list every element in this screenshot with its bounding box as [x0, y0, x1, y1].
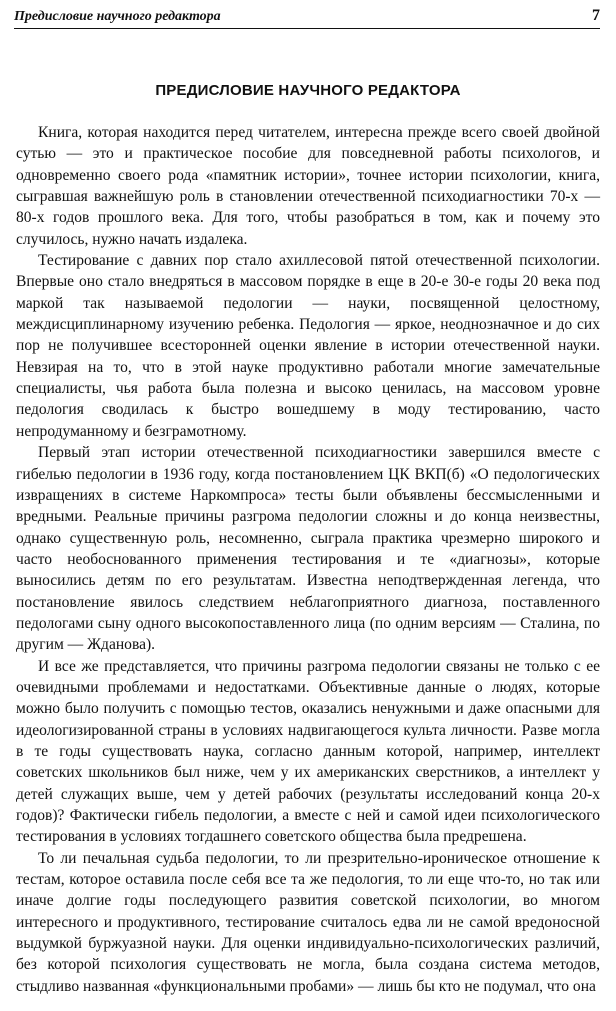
- paragraph-2: Тестирование с давних пор стало ахиллесовой пятой отечественной психологии. Впервые оно стало внедряться в массовом порядке в еще в 20-е 30-е годы 20 века под маркой так называемой педологии — науки, посвященной целостному, междисциплинарному изучению ребенка. Педология — яркое, неоднозначное и до сих пор не получившее всесторонней оценки явление в истории отечественной науки. Невзирая на то, что в этой науке продуктивно работали многие замечательные специалисты, чья работа была полезна и высоко ценилась, на массовом уровне педология сводилась к быстро вошедшему в моду тестированию, часто непродуманному и безграмотному.: [16, 252, 600, 440]
- section-title: ПРЕДИСЛОВИЕ НАУЧНОГО РЕДАКТОРА: [155, 82, 461, 99]
- paragraph-5: То ли печальная судьба педологии, то ли презрительно-ироническое отношение к тестам, которое оставила после себя все та же педология, то ли еще что-то, но так или иначе долгие годы последующего развития советской психологии, во многом интересного и продуктивного, тестирование считалось едва ли не самой вредоносной выдумкой буржуазной науки. Для оценки индивидуально-психологических различий, без которой психология существовать не могла, была создана система методов, стыдливо названная «функциональными пробами» — лишь бы кто не подумал, что она: [16, 849, 600, 995]
- running-title: Предисловие научного редактора: [14, 9, 221, 24]
- body-text: [16, 122, 600, 997]
- paragraph-4: И все же представляется, что причины разгрома педологии связаны не только с ее очевидными проблемами и недостатками. Объективные данные о людях, которые можно было получить с помощью тестов, оказались ненужными и даже опасными для идеологизированной страны в условиях надвигающегося культа личности. Разве могла в те годы существовать наука, согласно данным которой, например, интеллект советских школьников был ниже, чем у их американских сверстников, а интеллект у детей служащих выше, чем у детей рабочих (результаты исследований конца 20-х годов)? Фактически гибель педологии, а вместе с ней и самой идеи психологического тестирования в условиях тогдашнего советского общества была предрешена.: [16, 657, 600, 846]
- paragraph-1: Книга, которая находится перед читателем, интересна прежде всего своей двойной сутью — это и практическое пособие для повседневной работы психологов, и одновременно своего рода «памятник истории», точнее истории психологии, книга, сыгравшая важнейшую роль в становлении отечественной психодиагностики 70-х — 80-х годов прошлого века. Для того, чтобы разобраться в том, как и почему это случилось, нужно начать издалека.: [16, 124, 600, 248]
- page-number: 7: [592, 7, 600, 24]
- paragraph-3: Первый этап истории отечественной психодиагностики завершился вместе с гибелью педологии в 1936 году, когда постановлением ЦК ВКП(б) «О педологических извращениях в системе Наркомпроса» тесты были объявлены бессмысленными и вредными. Реальные причины разгрома педологии сложны и до конца неизвестны, однако существенную роль, несомненно, сыграла практика чрезмерно широкого и часто необоснованного применения тестирования и те «диагнозы», которые выносились детям по его результатам. Известна неподтвержденная легенда, что постановление явилось следствием неблагоприятного диагноза, поставленного педологами сыну одного высокопоставленного лица (по одним версиям — Сталина, по другим — Жданова).: [16, 444, 600, 654]
- running-head: [14, 4, 600, 29]
